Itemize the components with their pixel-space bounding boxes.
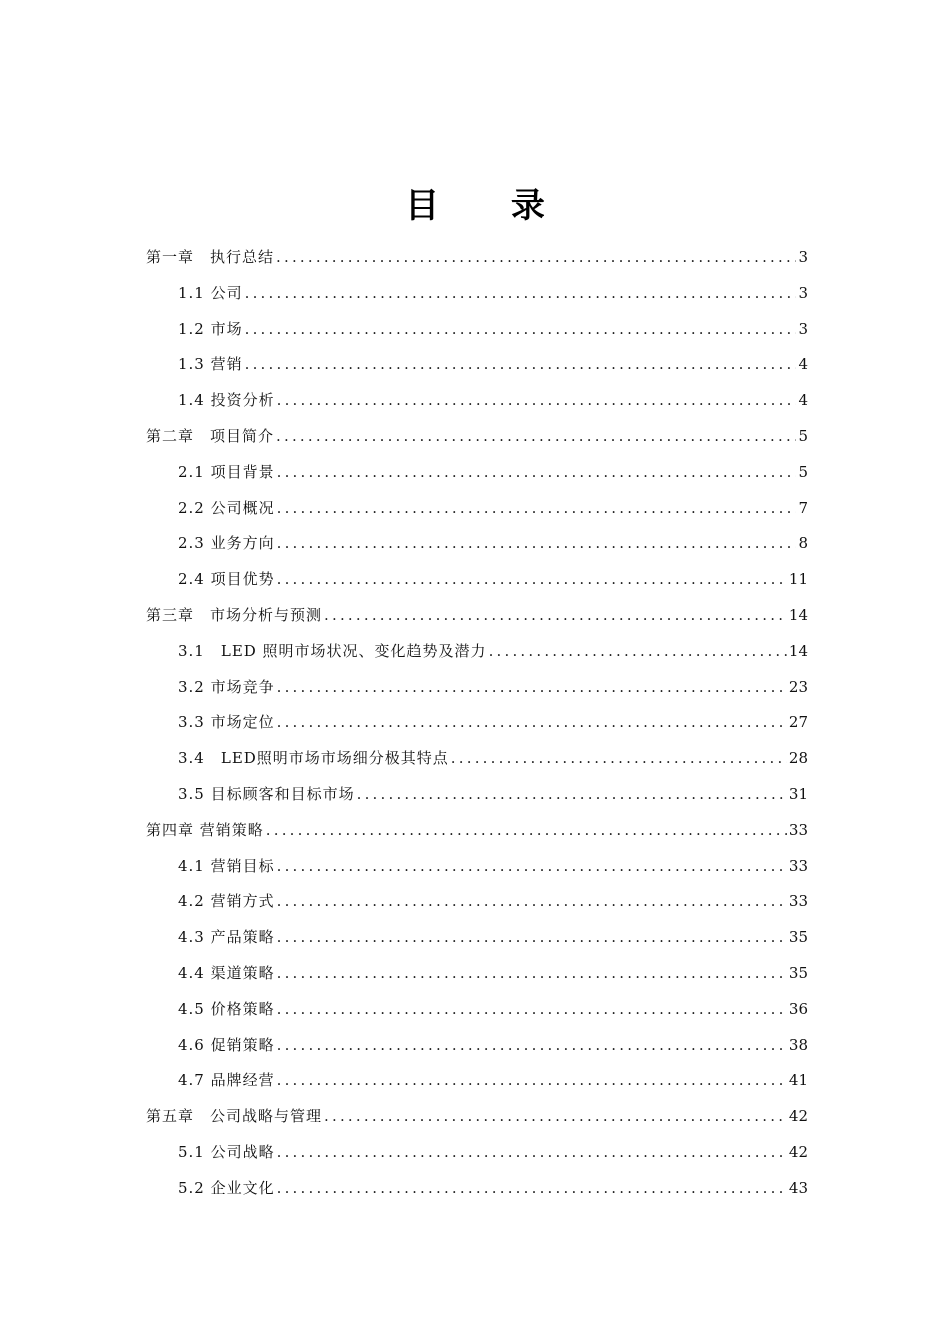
toc-page-number: 35 bbox=[788, 963, 808, 982]
toc-section-entry[interactable] bbox=[146, 1063, 808, 1099]
toc-section-entry[interactable] bbox=[146, 491, 808, 527]
toc-dot-leader bbox=[324, 1099, 787, 1135]
toc-dot-leader bbox=[277, 956, 787, 992]
toc-dot-leader bbox=[357, 777, 787, 813]
toc-page-number: 3 bbox=[798, 319, 808, 338]
toc-dot-leader bbox=[266, 813, 787, 849]
toc-entry-label: 3.4 LED照明市场市场细分极其特点 bbox=[178, 749, 449, 768]
toc-section-entry[interactable] bbox=[146, 705, 808, 741]
toc-section-entry[interactable] bbox=[146, 276, 808, 312]
toc-dot-leader bbox=[245, 347, 796, 383]
toc-entry-label: 1.3 营销 bbox=[178, 355, 243, 374]
toc-page-number: 36 bbox=[788, 999, 808, 1018]
toc-page-number: 4 bbox=[798, 355, 808, 374]
toc-entry-label: 4.5 价格策略 bbox=[178, 999, 275, 1018]
toc-entry-label: 2.2 公司概况 bbox=[178, 498, 275, 517]
toc-section-entry[interactable] bbox=[146, 670, 808, 706]
toc-section-entry[interactable] bbox=[146, 884, 808, 920]
toc-page-number: 33 bbox=[788, 820, 808, 839]
toc-dot-leader bbox=[277, 1063, 787, 1099]
toc-dot-leader bbox=[277, 884, 787, 920]
toc-page-number: 8 bbox=[798, 534, 808, 553]
toc-section-entry[interactable] bbox=[146, 1135, 808, 1171]
toc-page-number: 41 bbox=[788, 1071, 808, 1090]
toc-page-number: 42 bbox=[788, 1107, 808, 1126]
toc-dot-leader bbox=[277, 849, 787, 885]
toc-page-number: 28 bbox=[788, 749, 808, 768]
toc-entry-label: 2.4 项目优势 bbox=[178, 570, 275, 589]
toc-chapter-entry[interactable] bbox=[146, 1099, 808, 1135]
toc-section-entry[interactable] bbox=[146, 1028, 808, 1064]
toc-page-number: 11 bbox=[788, 570, 808, 589]
toc-entry-label: 第二章 项目简介 bbox=[146, 426, 275, 445]
toc-dot-leader bbox=[489, 634, 787, 670]
toc-entry-label: 4.1 营销目标 bbox=[178, 856, 275, 875]
toc-page-number: 5 bbox=[798, 426, 808, 445]
toc-section-entry[interactable] bbox=[146, 741, 808, 777]
toc-section-entry[interactable] bbox=[146, 992, 808, 1028]
toc-page-number: 3 bbox=[798, 248, 808, 266]
toc-entry-label: 第四章 营销策略 bbox=[146, 820, 264, 839]
toc-section-entry[interactable] bbox=[146, 455, 808, 491]
toc-section-entry[interactable] bbox=[146, 849, 808, 885]
toc-entry-label: 1.2 市场 bbox=[178, 319, 243, 338]
toc-entry-label: 2.1 项目背景 bbox=[178, 462, 275, 481]
table-of-contents bbox=[146, 240, 808, 1207]
toc-dot-leader bbox=[277, 1135, 787, 1171]
toc-dot-leader bbox=[277, 670, 787, 706]
toc-entry-label: 3.2 市场竞争 bbox=[178, 677, 275, 696]
toc-entry-label: 第五章 公司战略与管理 bbox=[146, 1107, 323, 1126]
toc-entry-label: 3.3 市场定位 bbox=[178, 713, 275, 732]
toc-entry-label: 4.6 促销策略 bbox=[178, 1035, 275, 1054]
toc-dot-leader bbox=[277, 383, 796, 419]
toc-section-entry[interactable] bbox=[146, 526, 808, 562]
toc-dot-leader bbox=[277, 992, 787, 1028]
toc-entry-label: 5.2 企业文化 bbox=[178, 1178, 275, 1197]
toc-chapter-entry[interactable] bbox=[146, 240, 808, 276]
toc-dot-leader bbox=[277, 920, 787, 956]
toc-page-number: 31 bbox=[788, 784, 808, 803]
toc-chapter-entry[interactable] bbox=[146, 598, 808, 634]
toc-section-entry[interactable] bbox=[146, 383, 808, 419]
toc-section-entry[interactable] bbox=[146, 920, 808, 956]
toc-page-number: 43 bbox=[788, 1178, 808, 1197]
toc-dot-leader bbox=[451, 741, 787, 777]
toc-dot-leader bbox=[276, 419, 796, 455]
toc-entry-label: 1.1 公司 bbox=[178, 283, 243, 302]
toc-dot-leader bbox=[277, 455, 796, 491]
toc-section-entry[interactable] bbox=[146, 347, 808, 383]
toc-section-entry[interactable] bbox=[146, 634, 808, 670]
toc-entry-label: 3.5 目标顾客和目标市场 bbox=[178, 784, 355, 803]
toc-page-number: 23 bbox=[788, 677, 808, 696]
toc-title: 目 录 bbox=[405, 186, 575, 226]
toc-entry-label: 4.7 品牌经营 bbox=[178, 1071, 275, 1090]
toc-page-number: 14 bbox=[788, 605, 808, 624]
toc-page-number: 38 bbox=[788, 1035, 808, 1054]
toc-dot-leader bbox=[277, 526, 796, 562]
toc-page-number: 7 bbox=[798, 498, 808, 517]
toc-section-entry[interactable] bbox=[146, 956, 808, 992]
toc-dot-leader bbox=[277, 1171, 787, 1207]
toc-chapter-entry[interactable] bbox=[146, 813, 808, 849]
toc-page-number: 5 bbox=[798, 462, 808, 481]
toc-entry-label: 4.4 渠道策略 bbox=[178, 963, 275, 982]
toc-entry-label: 3.1 LED 照明市场状况、变化趋势及潜力 bbox=[178, 641, 487, 660]
toc-entry-label: 5.1 公司战略 bbox=[178, 1142, 275, 1161]
toc-entry-label: 1.4 投资分析 bbox=[178, 391, 275, 410]
toc-entry-label: 4.2 营销方式 bbox=[178, 892, 275, 911]
toc-dot-leader bbox=[245, 312, 796, 348]
toc-page-number: 4 bbox=[798, 391, 808, 410]
toc-dot-leader bbox=[277, 491, 796, 527]
toc-entry-label: 第一章 执行总结 bbox=[146, 248, 275, 266]
toc-dot-leader bbox=[277, 562, 787, 598]
toc-chapter-entry[interactable] bbox=[146, 419, 808, 455]
toc-section-entry[interactable] bbox=[146, 1171, 808, 1207]
toc-section-entry[interactable] bbox=[146, 562, 808, 598]
toc-section-entry[interactable] bbox=[146, 777, 808, 813]
toc-entry-label: 2.3 业务方向 bbox=[178, 534, 275, 553]
toc-page-number: 42 bbox=[788, 1142, 808, 1161]
toc-entry-label: 第三章 市场分析与预测 bbox=[146, 605, 323, 624]
toc-dot-leader bbox=[245, 276, 796, 312]
toc-dot-leader bbox=[324, 598, 787, 634]
toc-page-number: 33 bbox=[788, 856, 808, 875]
toc-page-number: 14 bbox=[788, 641, 808, 660]
toc-page-number: 3 bbox=[798, 283, 808, 302]
toc-entry-label: 4.3 产品策略 bbox=[178, 928, 275, 947]
toc-section-entry[interactable] bbox=[146, 312, 808, 348]
toc-page-number: 27 bbox=[788, 713, 808, 732]
toc-dot-leader bbox=[277, 705, 787, 741]
toc-page-number: 35 bbox=[788, 928, 808, 947]
toc-dot-leader bbox=[277, 1028, 787, 1064]
toc-page-number: 33 bbox=[788, 892, 808, 911]
toc-dot-leader bbox=[276, 240, 796, 276]
